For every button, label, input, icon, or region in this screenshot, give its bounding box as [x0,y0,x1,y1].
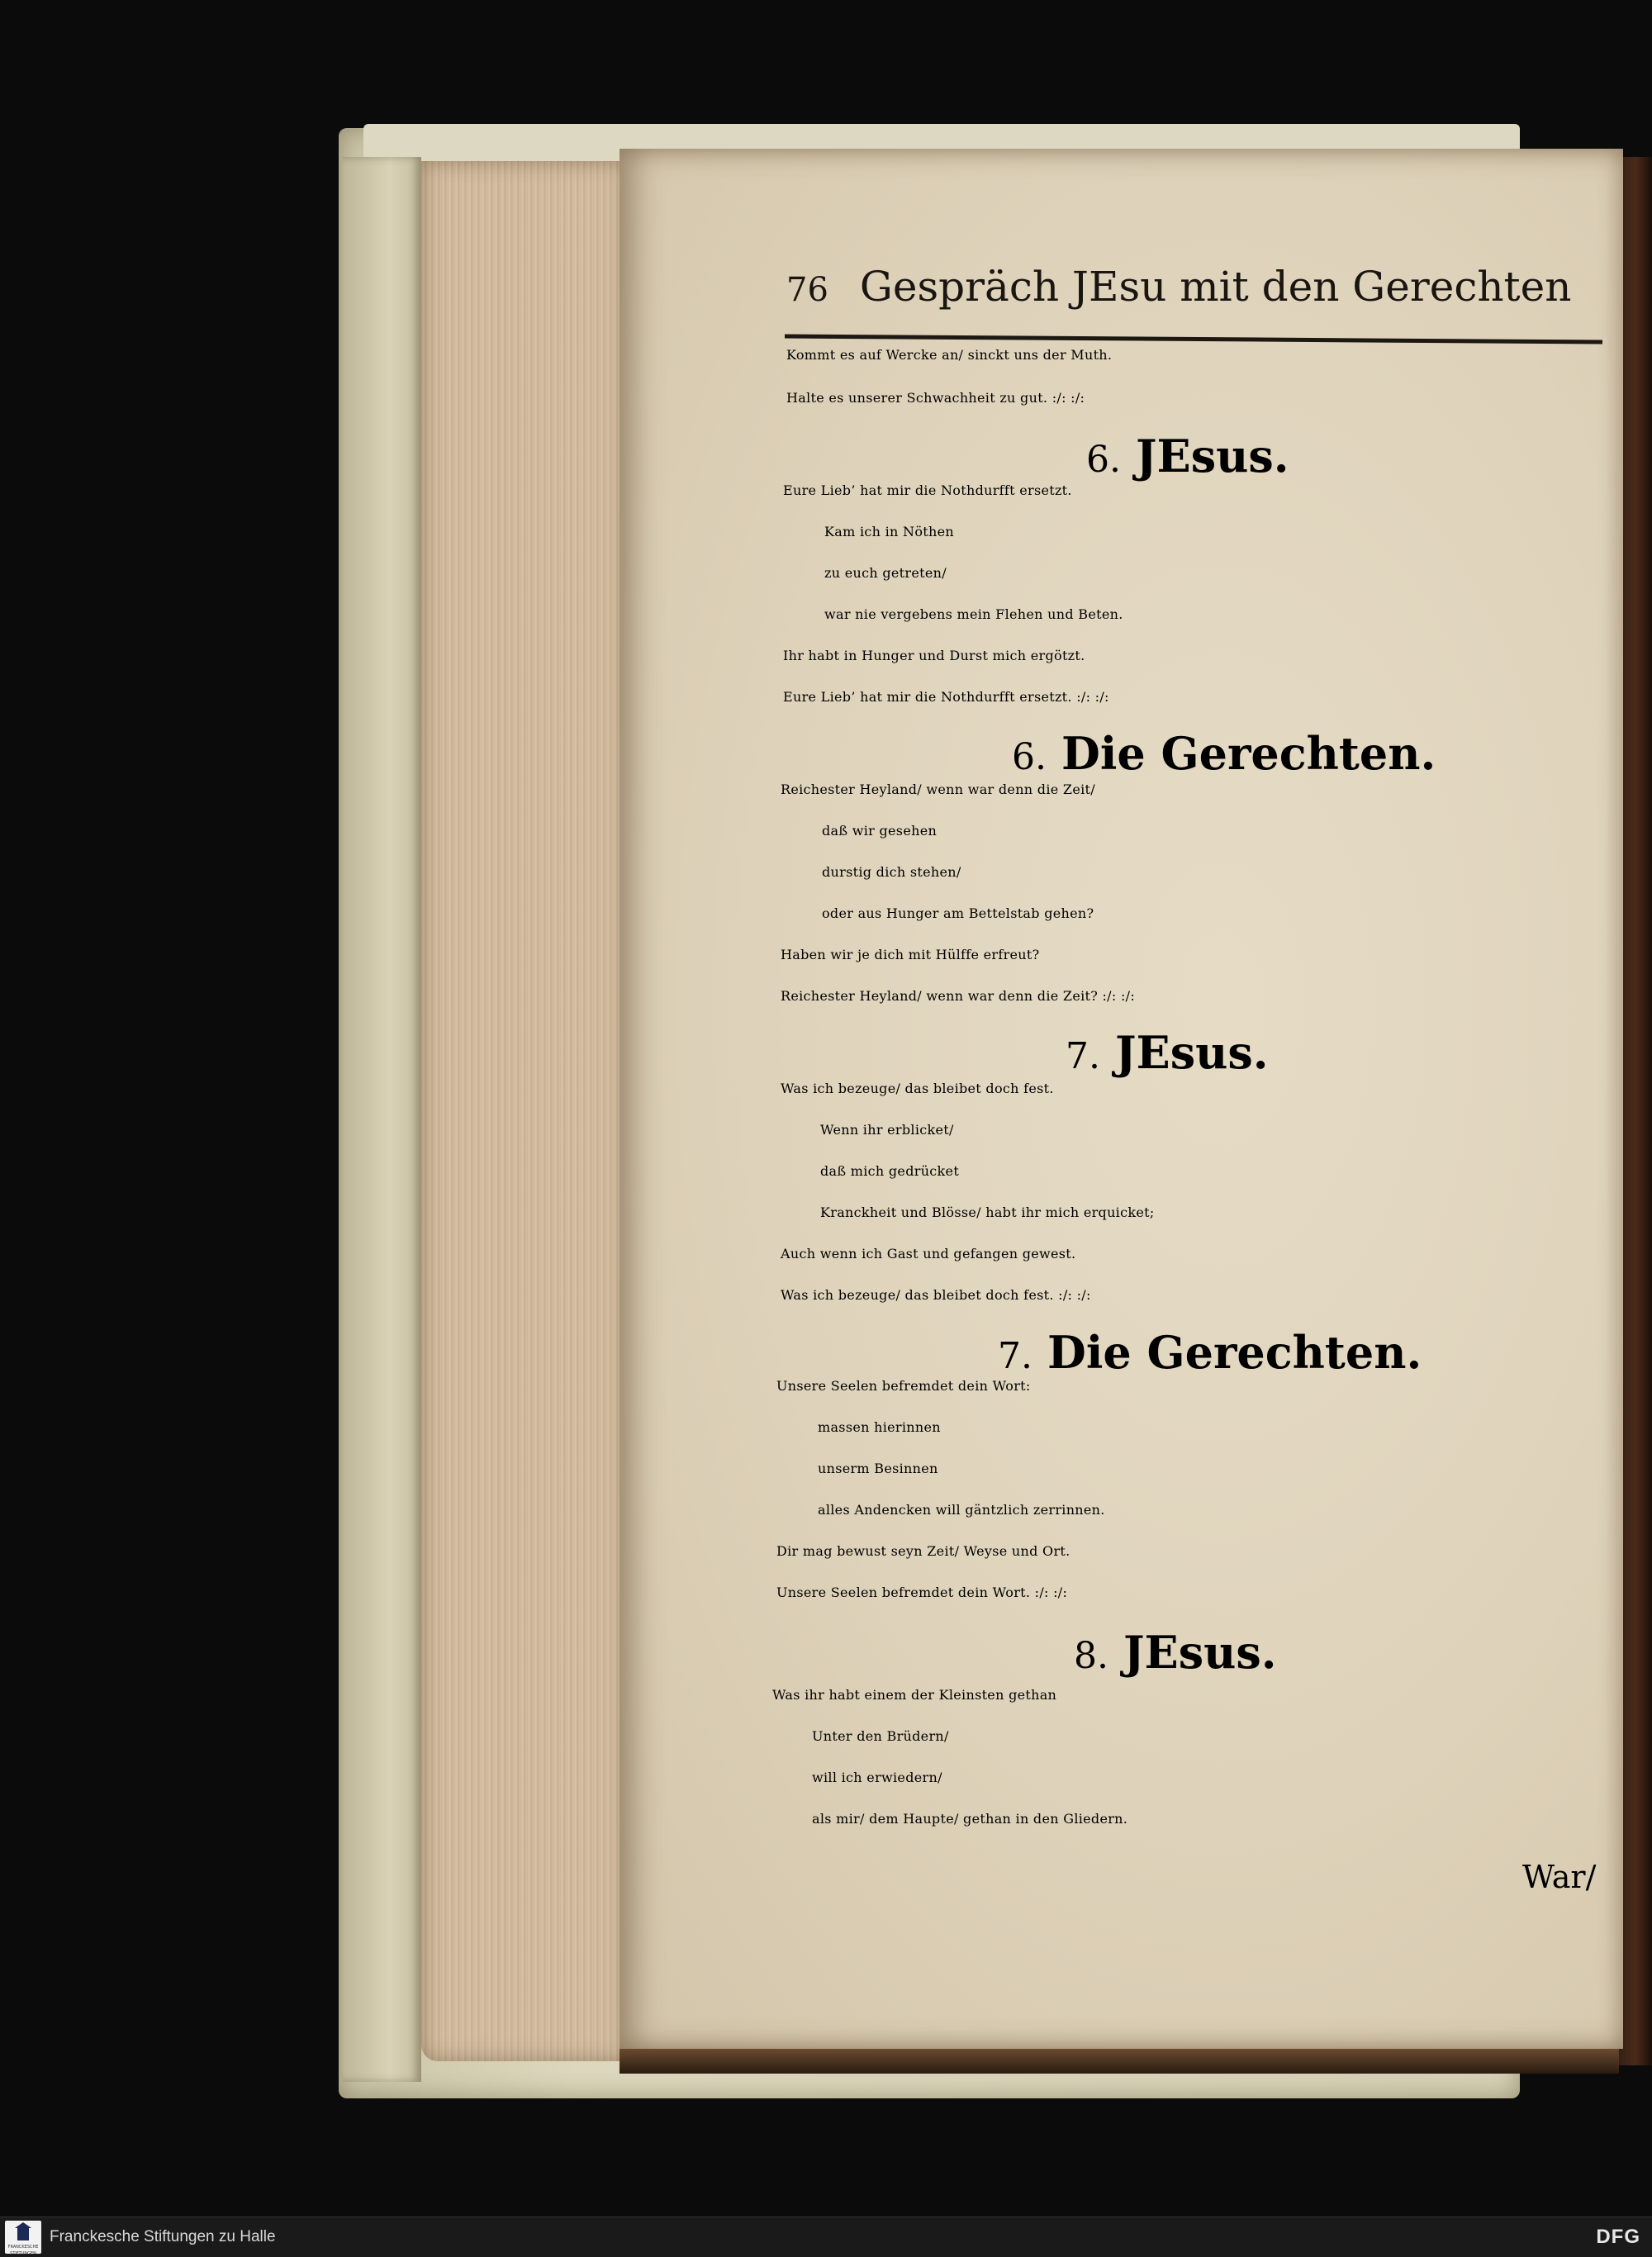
text-line: Unter den Brüdern/ [812,1728,949,1744]
text-line: Was ich bezeuge/ das bleibet doch fest. :/: :/: [781,1287,1091,1303]
left-board [343,157,421,2082]
text-line: war nie vergebens mein Flehen und Beten. [824,606,1123,622]
text-line: Kranckheit und Blösse/ habt ihr mich erquicket; [820,1205,1155,1220]
dfg-logo[interactable]: DFG [1596,2226,1640,2248]
text-line: Was ich bezeuge/ das bleibet doch fest. [781,1081,1054,1096]
text-line: Halte es unserer Schwachheit zu gut. :/: :/: [786,390,1085,406]
section-number: 6. [1086,439,1121,481]
section-speaker: JEsus. [1123,1626,1277,1679]
text-line: Unsere Seelen befremdet dein Wort: [776,1378,1031,1394]
institution-name: Franckesche Stiftungen zu Halle [50,2228,276,2245]
section-number: 8. [1074,1635,1108,1677]
text-line: Reichester Heyland/ wenn war denn die Zeit? :/: :/: [781,988,1136,1004]
text-line: Eure Lieb’ hat mir die Nothdurfft ersetzt. [783,482,1072,498]
section-number: 7. [998,1335,1032,1377]
text-line: als mir/ dem Haupte/ gethan in den Gliedern. [812,1811,1128,1827]
section-speaker: Die Gerechten. [1047,1326,1422,1379]
institution-logo[interactable] [5,2221,41,2254]
section-speaker: Die Gerechten. [1061,727,1436,780]
running-title: Gespräch JEsu mit den Gerechten [859,263,1572,311]
text-line: durstig dich stehen/ [822,864,961,880]
text-line: Reichester Heyland/ wenn war denn die Zeit/ [781,782,1095,797]
logo-caption: FRANCKESCHE STIFTUNGEN [7,2245,39,2256]
section-heading [1012,727,1436,780]
section-speaker: JEsus. [1135,430,1289,482]
text-line: Kam ich in Nöthen [824,524,954,539]
text-line: Auch wenn ich Gast und gefangen gewest. [781,1246,1076,1262]
page-shadow-bottom [620,2049,1619,2074]
section-speaker: JEsus. [1114,1026,1269,1079]
text-line: zu euch getreten/ [824,565,947,581]
text-line: Kommt es auf Wercke an/ sinckt uns der Muth. [786,347,1113,363]
catchword: War/ [1522,1859,1597,1895]
text-line: Dir mag bewust seyn Zeit/ Weyse und Ort. [776,1543,1070,1559]
text-line: daß wir gesehen [822,823,938,839]
section-heading [1086,430,1289,482]
text-line: Was ihr habt einem der Kleinsten gethan [772,1687,1057,1703]
section-number: 6. [1012,736,1047,778]
text-line: Ihr habt in Hunger und Durst mich ergötzt. [783,648,1085,663]
text-line: oder aus Hunger am Bettelstab gehen? [822,905,1094,921]
building-icon [17,2227,29,2240]
page-block-edges [421,161,628,2061]
text-line: massen hierinnen [818,1419,941,1435]
text-line: Haben wir je dich mit Hülffe erfreut? [781,947,1040,962]
text-line: Wenn ihr erblicket/ [820,1122,954,1138]
section-heading [998,1326,1422,1379]
viewer-footer [0,2217,1652,2257]
text-line: Eure Lieb’ hat mir die Nothdurfft ersetzt. :/: :/: [783,689,1109,705]
section-heading [1066,1026,1269,1079]
text-line: alles Andencken will gäntzlich zerrinnen. [818,1502,1105,1518]
text-line: daß mich gedrücket [820,1163,960,1179]
text-line: unserm Besinnen [818,1461,938,1476]
page-number: 76 [786,271,828,309]
text-line: Unsere Seelen befremdet dein Wort. :/: :/: [776,1585,1068,1600]
text-line: will ich erwiedern/ [812,1770,942,1785]
running-head [786,263,1612,321]
section-number: 7. [1066,1035,1100,1077]
section-heading [1074,1626,1277,1679]
